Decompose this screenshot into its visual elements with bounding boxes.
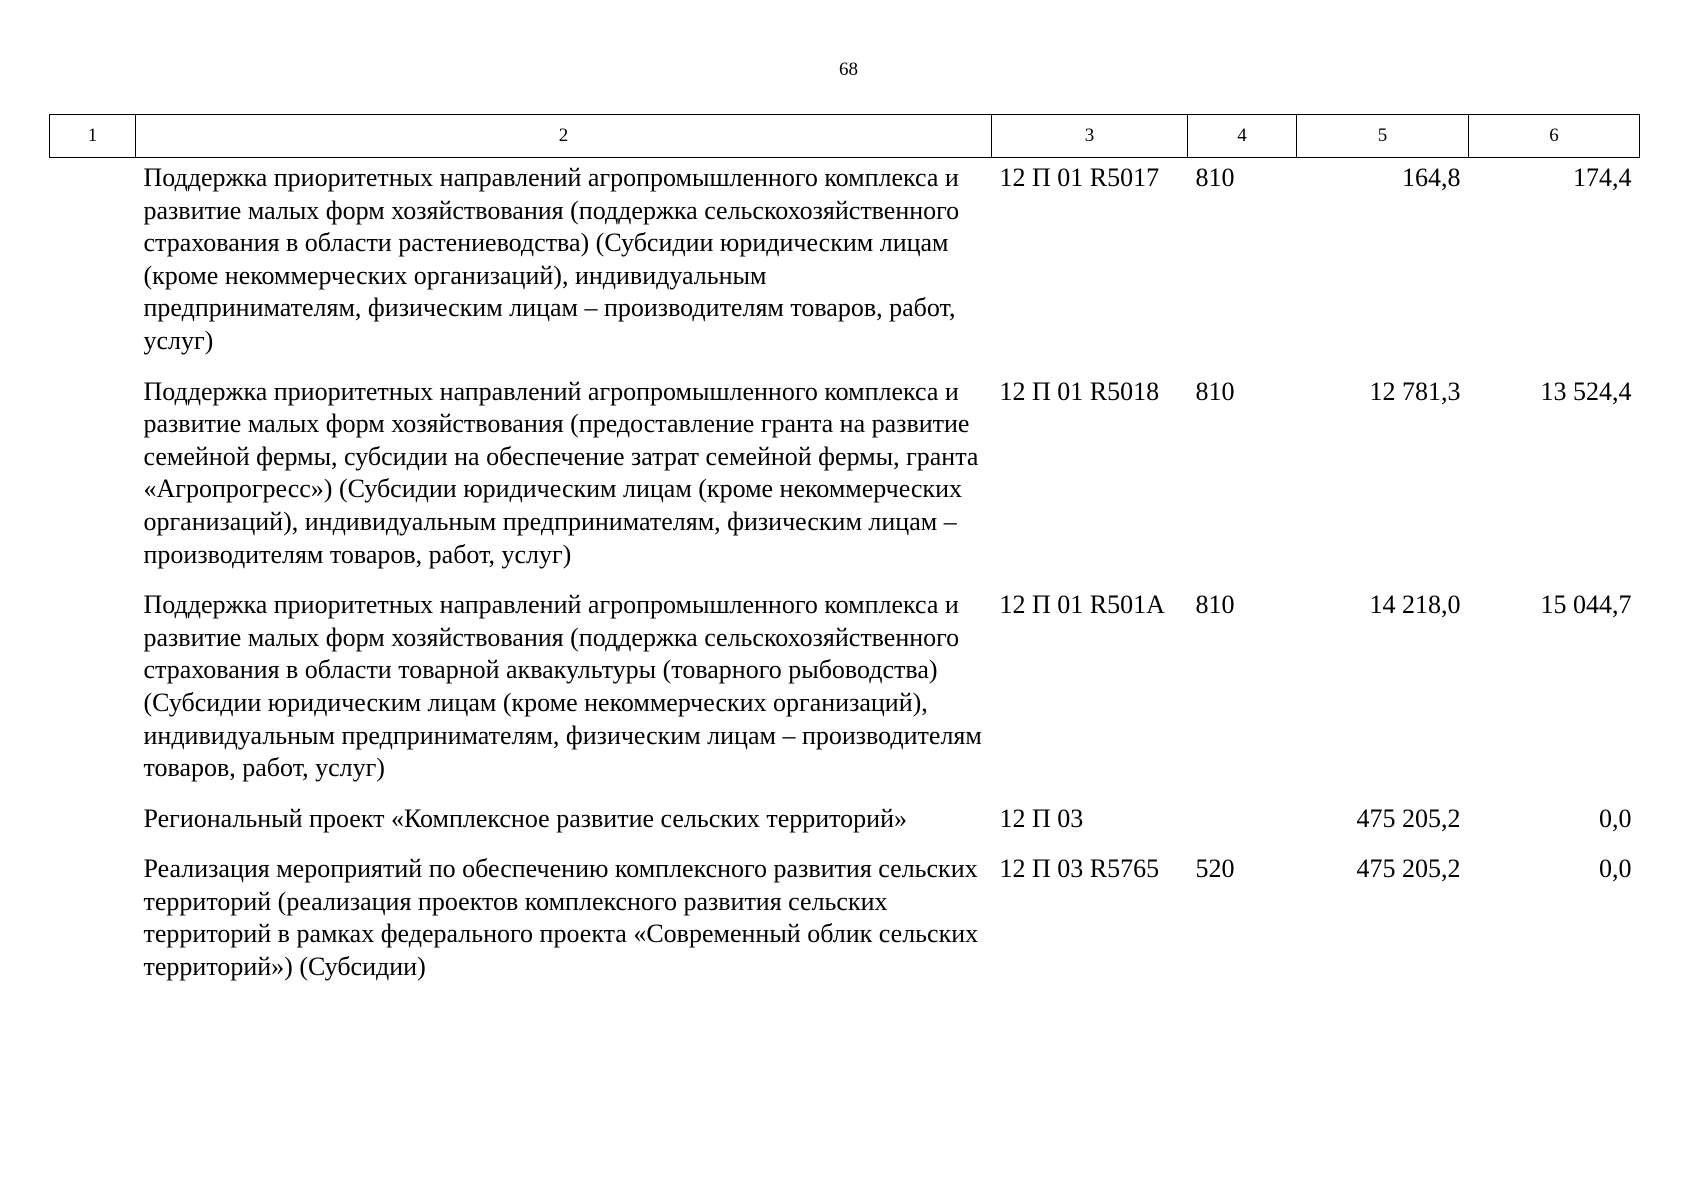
row-type-cell: 520 (1195, 854, 1235, 884)
table-row (50, 158, 1640, 372)
table-row (50, 585, 1640, 799)
row-code-cell: 12 П 03 (999, 803, 1084, 833)
row-code-cell: 12 П 01 R501А (999, 590, 1165, 620)
budget-table (49, 114, 1640, 998)
row-type-cell: 810 (1195, 376, 1235, 406)
row-index-cell (50, 585, 136, 799)
row-index-cell (50, 799, 136, 850)
page-number: 68 (839, 59, 858, 80)
table-row (50, 372, 1640, 586)
row-code-cell: 12 П 01 R5017 (999, 163, 1160, 192)
row-index-cell (50, 158, 136, 372)
row-amount2-cell: 13 524,4 (1540, 376, 1632, 406)
header-row (50, 115, 1640, 158)
row-name-cell: Реализация мероприятий по обеспечению комплексного развития сельских территорий (реализация проектов комплексного развития сельских территорий в рамках федерального проекта «Современный облик сельских территорий») (Субсидии) (143, 854, 979, 982)
row-name-cell: Поддержка приоритетных направлений агропромышленного комплекса и развитие малых форм хозяйствования (поддержка сельскохозяйственного страхования в области товарной аквакультуры (товарного рыбоводства) (Субсидии юридическим лицам (кроме некоммерческих организаций), индивидуальным предпринимателям, физическим лицам – производителям товаров, работ, услуг) (143, 590, 982, 783)
row-type-cell (1188, 799, 1297, 850)
row-amount1-cell: 475 205,2 (1356, 854, 1461, 884)
header-col-5: 5 (1297, 115, 1469, 158)
row-amount2-cell: 174,4 (1573, 163, 1632, 192)
row-amount2-cell: 0,0 (1599, 854, 1632, 884)
row-code-cell: 12 П 01 R5018 (999, 376, 1160, 406)
row-amount2-cell: 0,0 (1599, 803, 1632, 833)
row-amount2-cell: 15 044,7 (1540, 590, 1632, 620)
row-amount1-cell: 164,8 (1402, 163, 1461, 192)
row-amount1-cell: 12 781,3 (1369, 376, 1461, 406)
row-name-cell: Поддержка приоритетных направлений агропромышленного комплекса и развитие малых форм хозяйствования (предоставление гранта на развитие семейной фермы, субсидии на обеспечение затрат семейной фермы, гранта «Агропрогресс») (Субсидии юридическим лицам (кроме некоммерческих организаций), индивидуальным предпринимателям, физическим лицам – производителям товаров, работ, услуг) (143, 376, 979, 569)
header-col-4: 4 (1188, 115, 1297, 158)
table-row (50, 849, 1640, 997)
row-name-cell: Поддержка приоритетных направлений агропромышленного комплекса и развитие малых форм хозяйствования (поддержка сельскохозяйственного страхования в области растениеводства) (Субсидии юридическим лицам (кроме некоммерческих организаций), индивидуальным предпринимателям, физическим лицам – производителям товаров, работ, услуг) (143, 163, 960, 355)
row-amount1-cell: 14 218,0 (1369, 590, 1461, 620)
table-row (50, 799, 1640, 850)
header-col-2: 2 (136, 115, 992, 158)
table-header (50, 115, 1640, 158)
header-col-3: 3 (992, 115, 1188, 158)
row-type-cell: 810 (1195, 163, 1235, 192)
row-type-cell: 810 (1195, 590, 1235, 620)
row-index-cell (50, 372, 136, 586)
row-name-cell: Региональный проект «Комплексное развитие сельских территорий» (143, 803, 907, 833)
row-code-cell: 12 П 03 R5765 (999, 854, 1160, 884)
header-col-6: 6 (1469, 115, 1640, 158)
row-amount1-cell: 475 205,2 (1356, 803, 1461, 833)
row-index-cell (50, 849, 136, 997)
table-body (50, 158, 1640, 998)
header-col-1: 1 (50, 115, 136, 158)
